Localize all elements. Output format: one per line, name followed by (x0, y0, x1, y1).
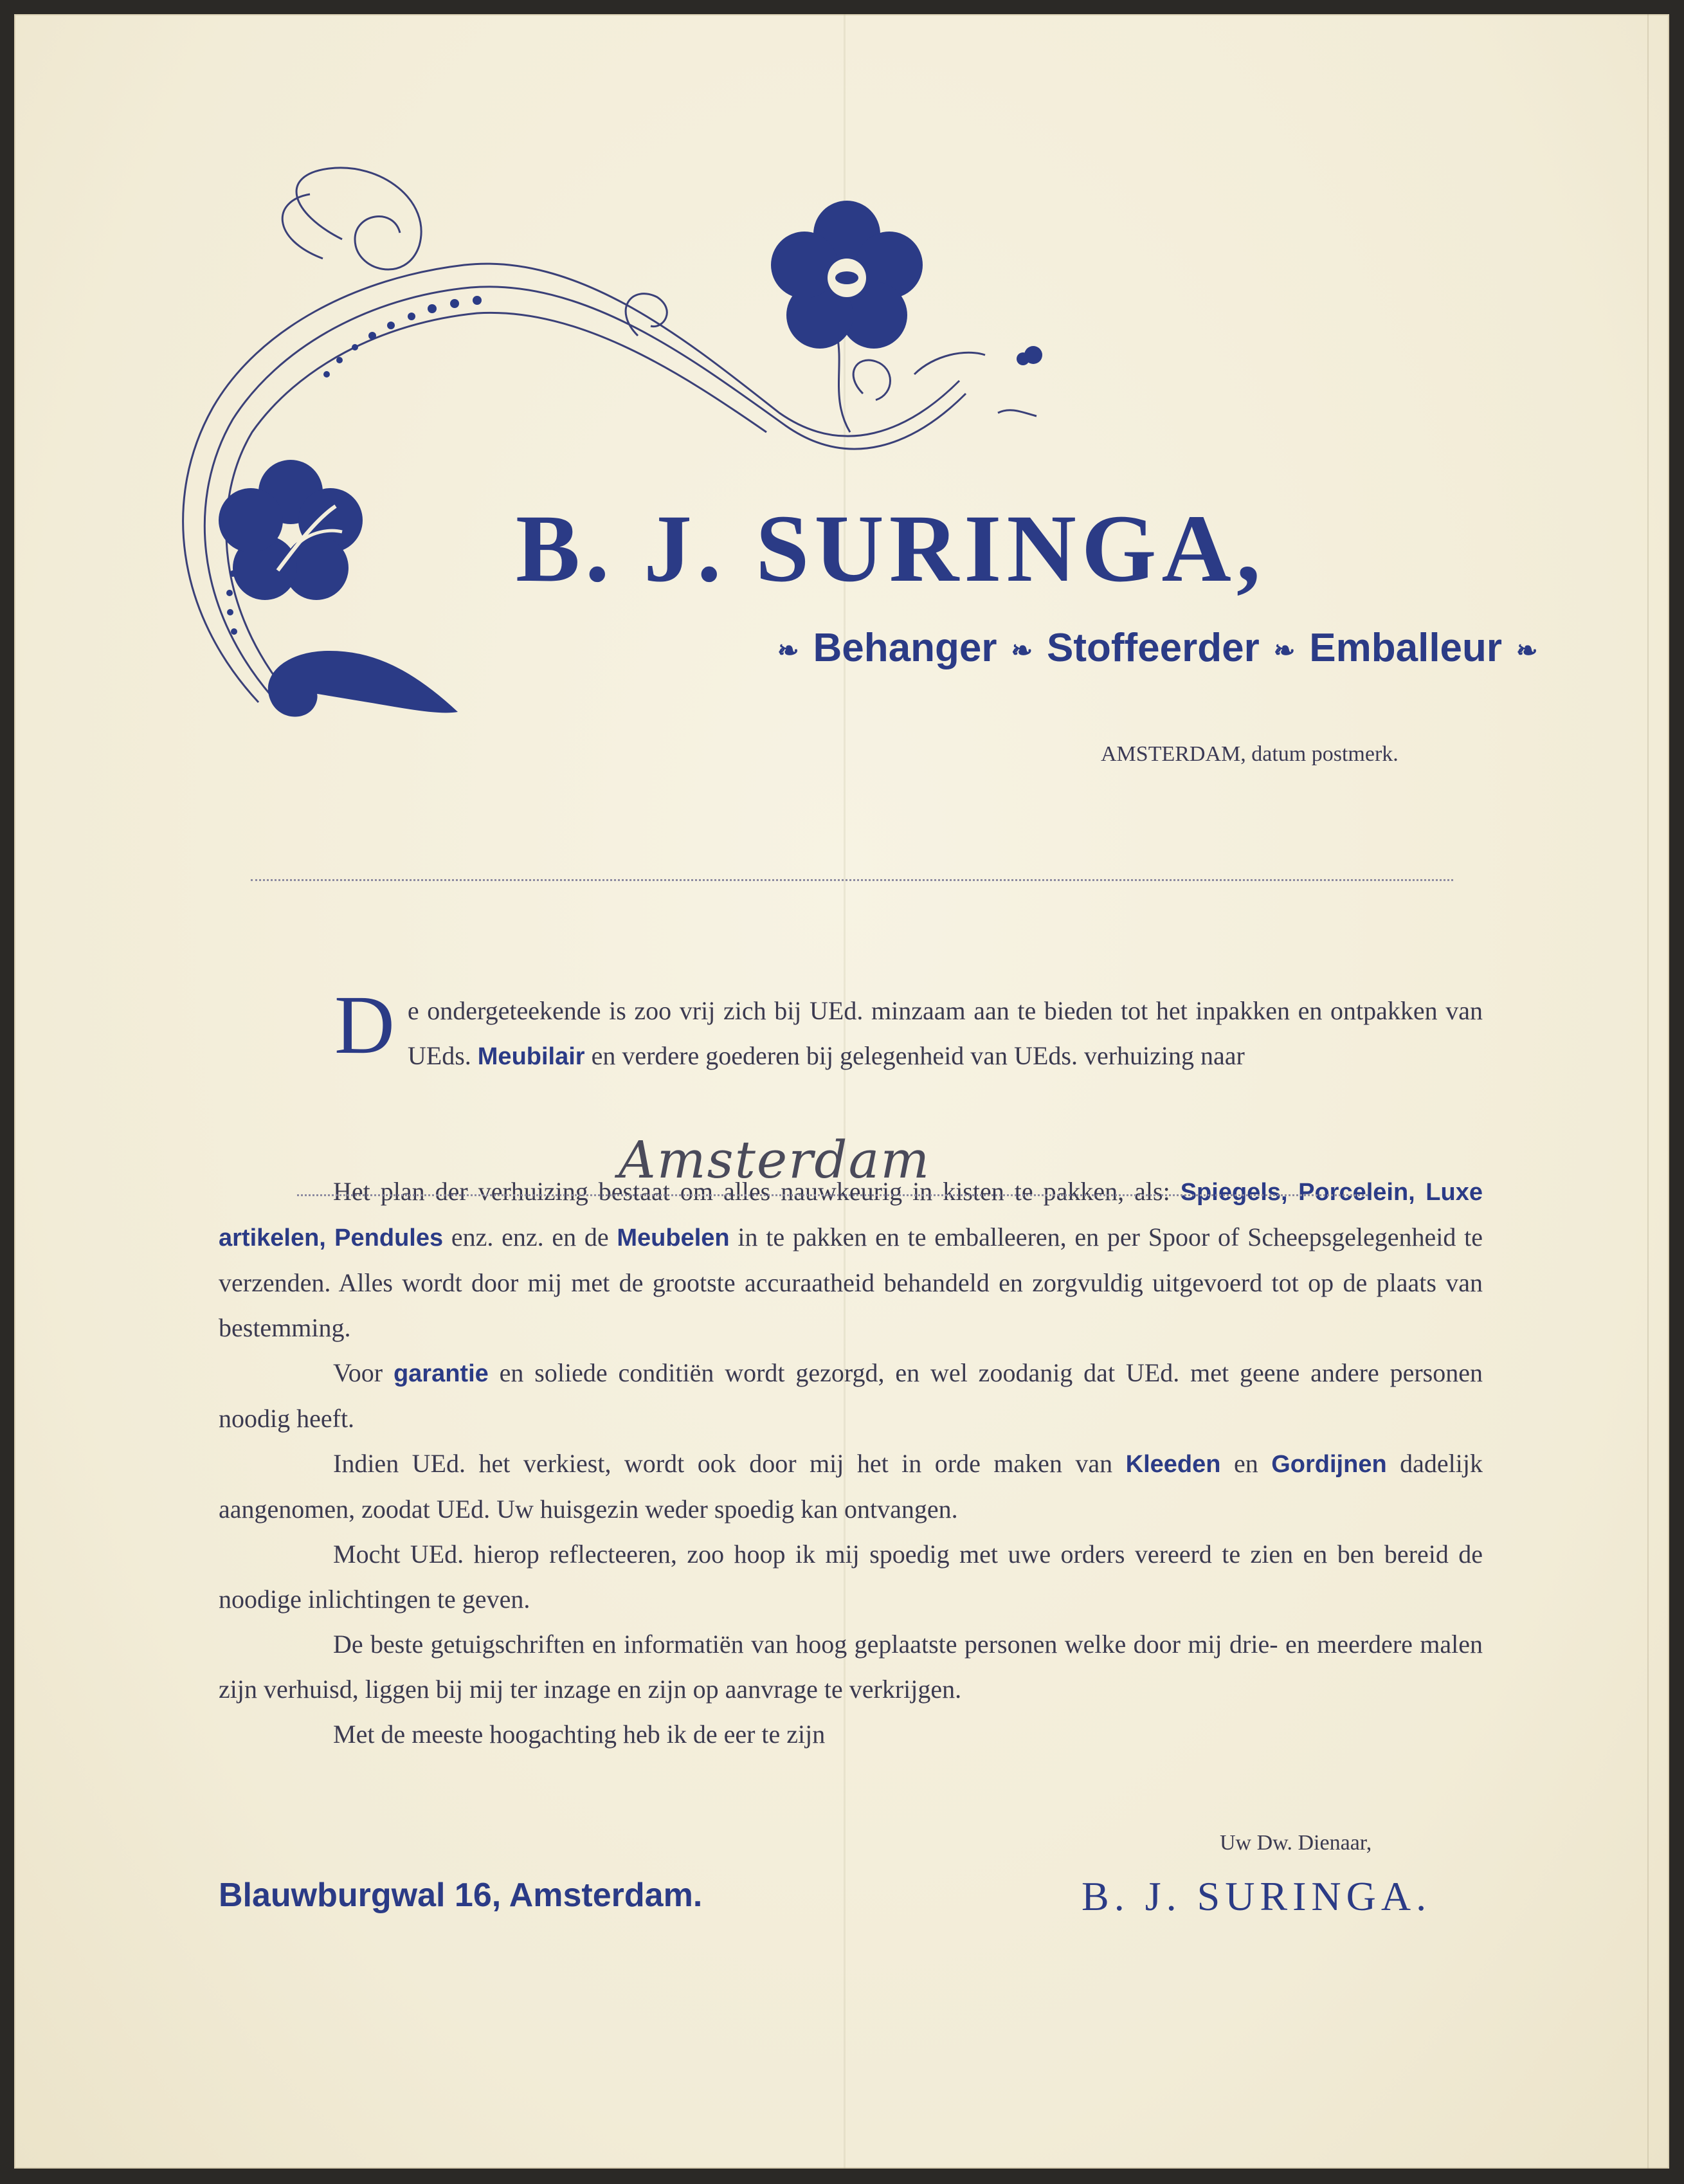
ornament-bullet-icon: ❧ (1273, 636, 1296, 665)
trade-stoffeerder: Stoffeerder (1047, 626, 1260, 670)
paragraph-4: Indien UEd. het verkiest, wordt ook door mij het in orde maken van Kleeden en Gordijnen dadelijk aangenomen, zoodat UEd. Uw huisgezin weder spoedig kan ontvangen. (219, 1449, 1483, 1524)
company-name: B. J. SURINGA, (516, 495, 1266, 602)
ornament-bullet-icon: ❧ (777, 636, 799, 665)
paragraph-5: Mocht UEd. hierop reflecteeren, zoo hoop ik mij spoedig met uwe orders vereerd te zien en ben bereid de noodige inlichtingen te geven. (219, 1540, 1483, 1614)
paper-edge (1647, 14, 1649, 2169)
paragraph-7: Met de meeste hoogachting heb ik de eer te zijn (333, 1720, 826, 1749)
ornament-bullet-icon: ❧ (1011, 636, 1033, 665)
paragraph-1: De ondergeteekende is zoo vrij zich bij UEd. minzaam aan te bieden tot het inpakken en ontpakken van UEds. Meubilair en verdere goederen bij gelegenheid van UEds. verhuizing naar (334, 979, 1483, 1071)
paragraph-2: Het plan der verhuizing bestaat om alles nauwkeurig in kisten te pakken, als: Spiegels, Porcelein, Luxe artikelen, Pendules enz. enz. en de Meubelen in te pakken en te emballeeren, en per Spoor of Scheepsgelegenheid te verzenden. Alles wordt door mij met de grootste accuraatheid behandeld en zorgvuldig uitgevoerd tot op de plaats van bestemming. (219, 1177, 1483, 1342)
trades-line (763, 625, 1538, 671)
letter-sheet (14, 14, 1669, 2169)
ornament-bullet-icon: ❧ (1516, 636, 1538, 665)
paragraph-3: Voor garantie en soliede conditiën wordt gezorgd, en wel zoodanig dat UEd. met geene andere personen noodig heeft. (219, 1358, 1483, 1433)
destination-line (297, 1194, 1368, 1196)
trade-behanger: Behanger (813, 626, 997, 670)
addressee-line (251, 879, 1453, 881)
drop-cap: D (334, 979, 395, 1071)
signature: B. J. SURINGA. (1082, 1873, 1432, 1919)
trade-emballeur: Emballeur (1309, 626, 1503, 670)
place-date: AMSTERDAM, datum postmerk. (1101, 742, 1399, 766)
handwritten-destination: Amsterdam (619, 1130, 931, 1190)
letter-body (219, 979, 1483, 1757)
paragraph-6: De beste getuigschriften en informatiën van hoog geplaatste personen welke door mij drie- en meerdere malen zijn verhuisd, liggen bij mij ter inzage en zijn op aanvrage te verkrijgen. (219, 1630, 1483, 1704)
address: Blauwburgwal 16, Amsterdam. (219, 1877, 703, 1914)
closing: Uw Dw. Dienaar, (1220, 1831, 1372, 1855)
